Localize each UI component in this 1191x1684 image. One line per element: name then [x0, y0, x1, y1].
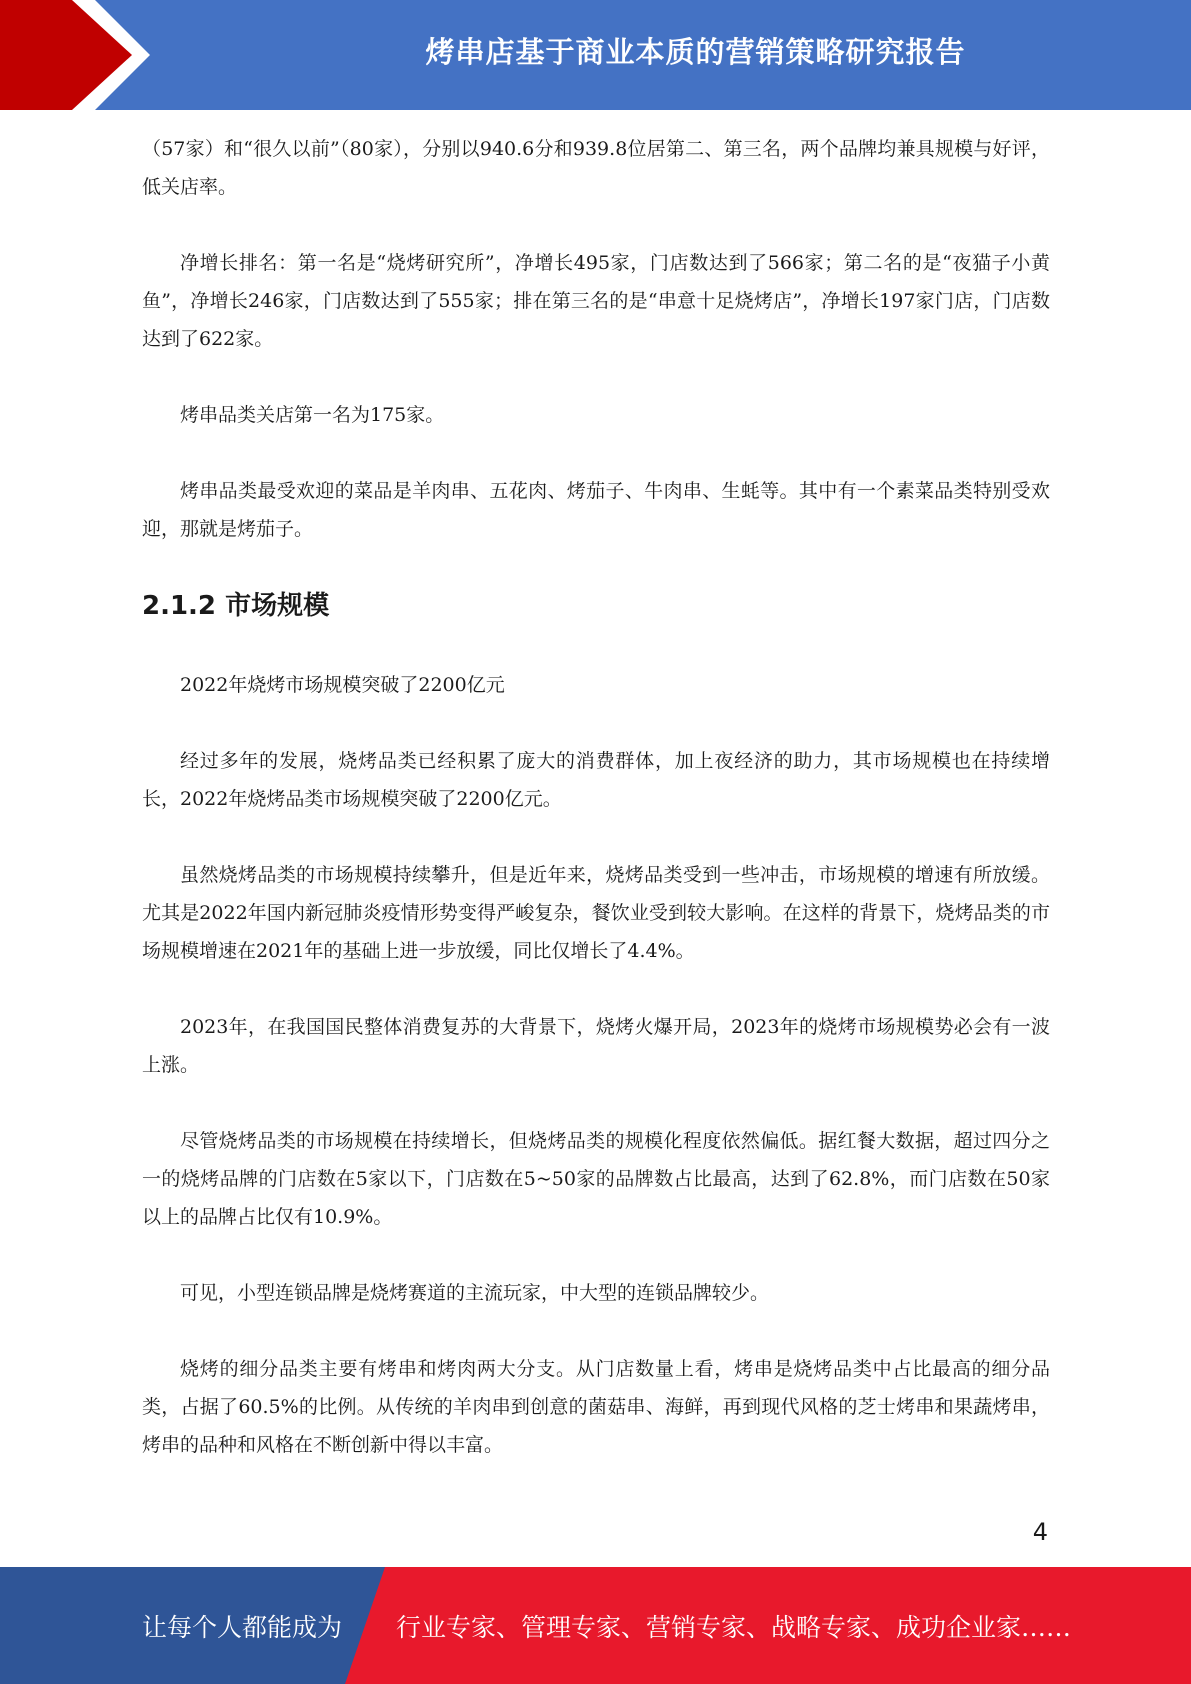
paragraph: 烤串品类最受欢迎的菜品是羊肉串、五花肉、烤茄子、牛肉串、生蚝等。其中有一个素菜品类特别受欢迎，那就是烤茄子。	[142, 480, 1050, 540]
document-body	[142, 130, 1050, 1502]
paragraph: 2022年烧烤市场规模突破了2200亿元	[180, 674, 505, 696]
page-footer	[0, 1567, 1191, 1684]
paragraph: 尽管烧烤品类的市场规模在持续增长，但烧烤品类的规模化程度依然偏低。据红餐大数据，超过四分之一的烧烤品牌的门店数在5家以下，门店数在5~50家的品牌数占比最高，达到了62.8%，而门店数在50家以上的品牌占比仅有10.9%。	[142, 1130, 1050, 1228]
paragraph: 净增长排名：第一名是“烧烤研究所”，净增长495家，门店数达到了566家；第二名的是“夜猫子小黄鱼”，净增长246家，门店数达到了555家；排在第三名的是“串意十足烧烤店”，净增长197家门店，门店数达到了622家。	[142, 252, 1050, 350]
paragraph: 虽然烧烤品类的市场规模持续攀升，但是近年来，烧烤品类受到一些冲击，市场规模的增速有所放缓。尤其是2022年国内新冠肺炎疫情形势变得严峻复杂，餐饮业受到较大影响。在这样的背景下，烧烤品类的市场规模增速在2021年的基础上进一步放缓，同比仅增长了4.4%。	[142, 864, 1050, 962]
section-heading: 2.1.2 市场规模	[142, 591, 330, 621]
paragraph: 可见，小型连锁品牌是烧烤赛道的主流玩家，中大型的连锁品牌较少。	[180, 1282, 770, 1304]
footer-slogan-right: 行业专家、管理专家、营销专家、战略专家、成功企业家……	[396, 1612, 1072, 1642]
paragraph: 烧烤的细分品类主要有烤串和烤肉两大分支。从门店数量上看，烤串是烧烤品类中占比最高的细分品类，占据了60.5%的比例。从传统的羊肉串到创意的菌菇串、海鲜，再到现代风格的芝士烤串和果蔬烤串，烤串的品种和风格在不断创新中得以丰富。	[142, 1358, 1050, 1456]
paragraph: （57家）和“很久以前”（80家），分别以940.6分和939.8位居第二、第三名，两个品牌均兼具规模与好评，低关店率。	[142, 138, 1050, 198]
page-header	[0, 0, 1191, 110]
paragraph: 烤串品类关店第一名为175家。	[180, 404, 445, 426]
paragraph: 2023年，在我国国民整体消费复苏的大背景下，烧烤火爆开局，2023年的烧烤市场规模势必会有一波上涨。	[142, 1016, 1050, 1076]
paragraph: 经过多年的发展，烧烤品类已经积累了庞大的消费群体，加上夜经济的助力，其市场规模也在持续增长，2022年烧烤品类市场规模突破了2200亿元。	[142, 750, 1050, 810]
page-number: 4	[1032, 1518, 1048, 1546]
header-title: 烤串店基于商业本质的营销策略研究报告	[425, 34, 966, 69]
footer-slogan-left: 让每个人都能成为	[142, 1612, 343, 1642]
